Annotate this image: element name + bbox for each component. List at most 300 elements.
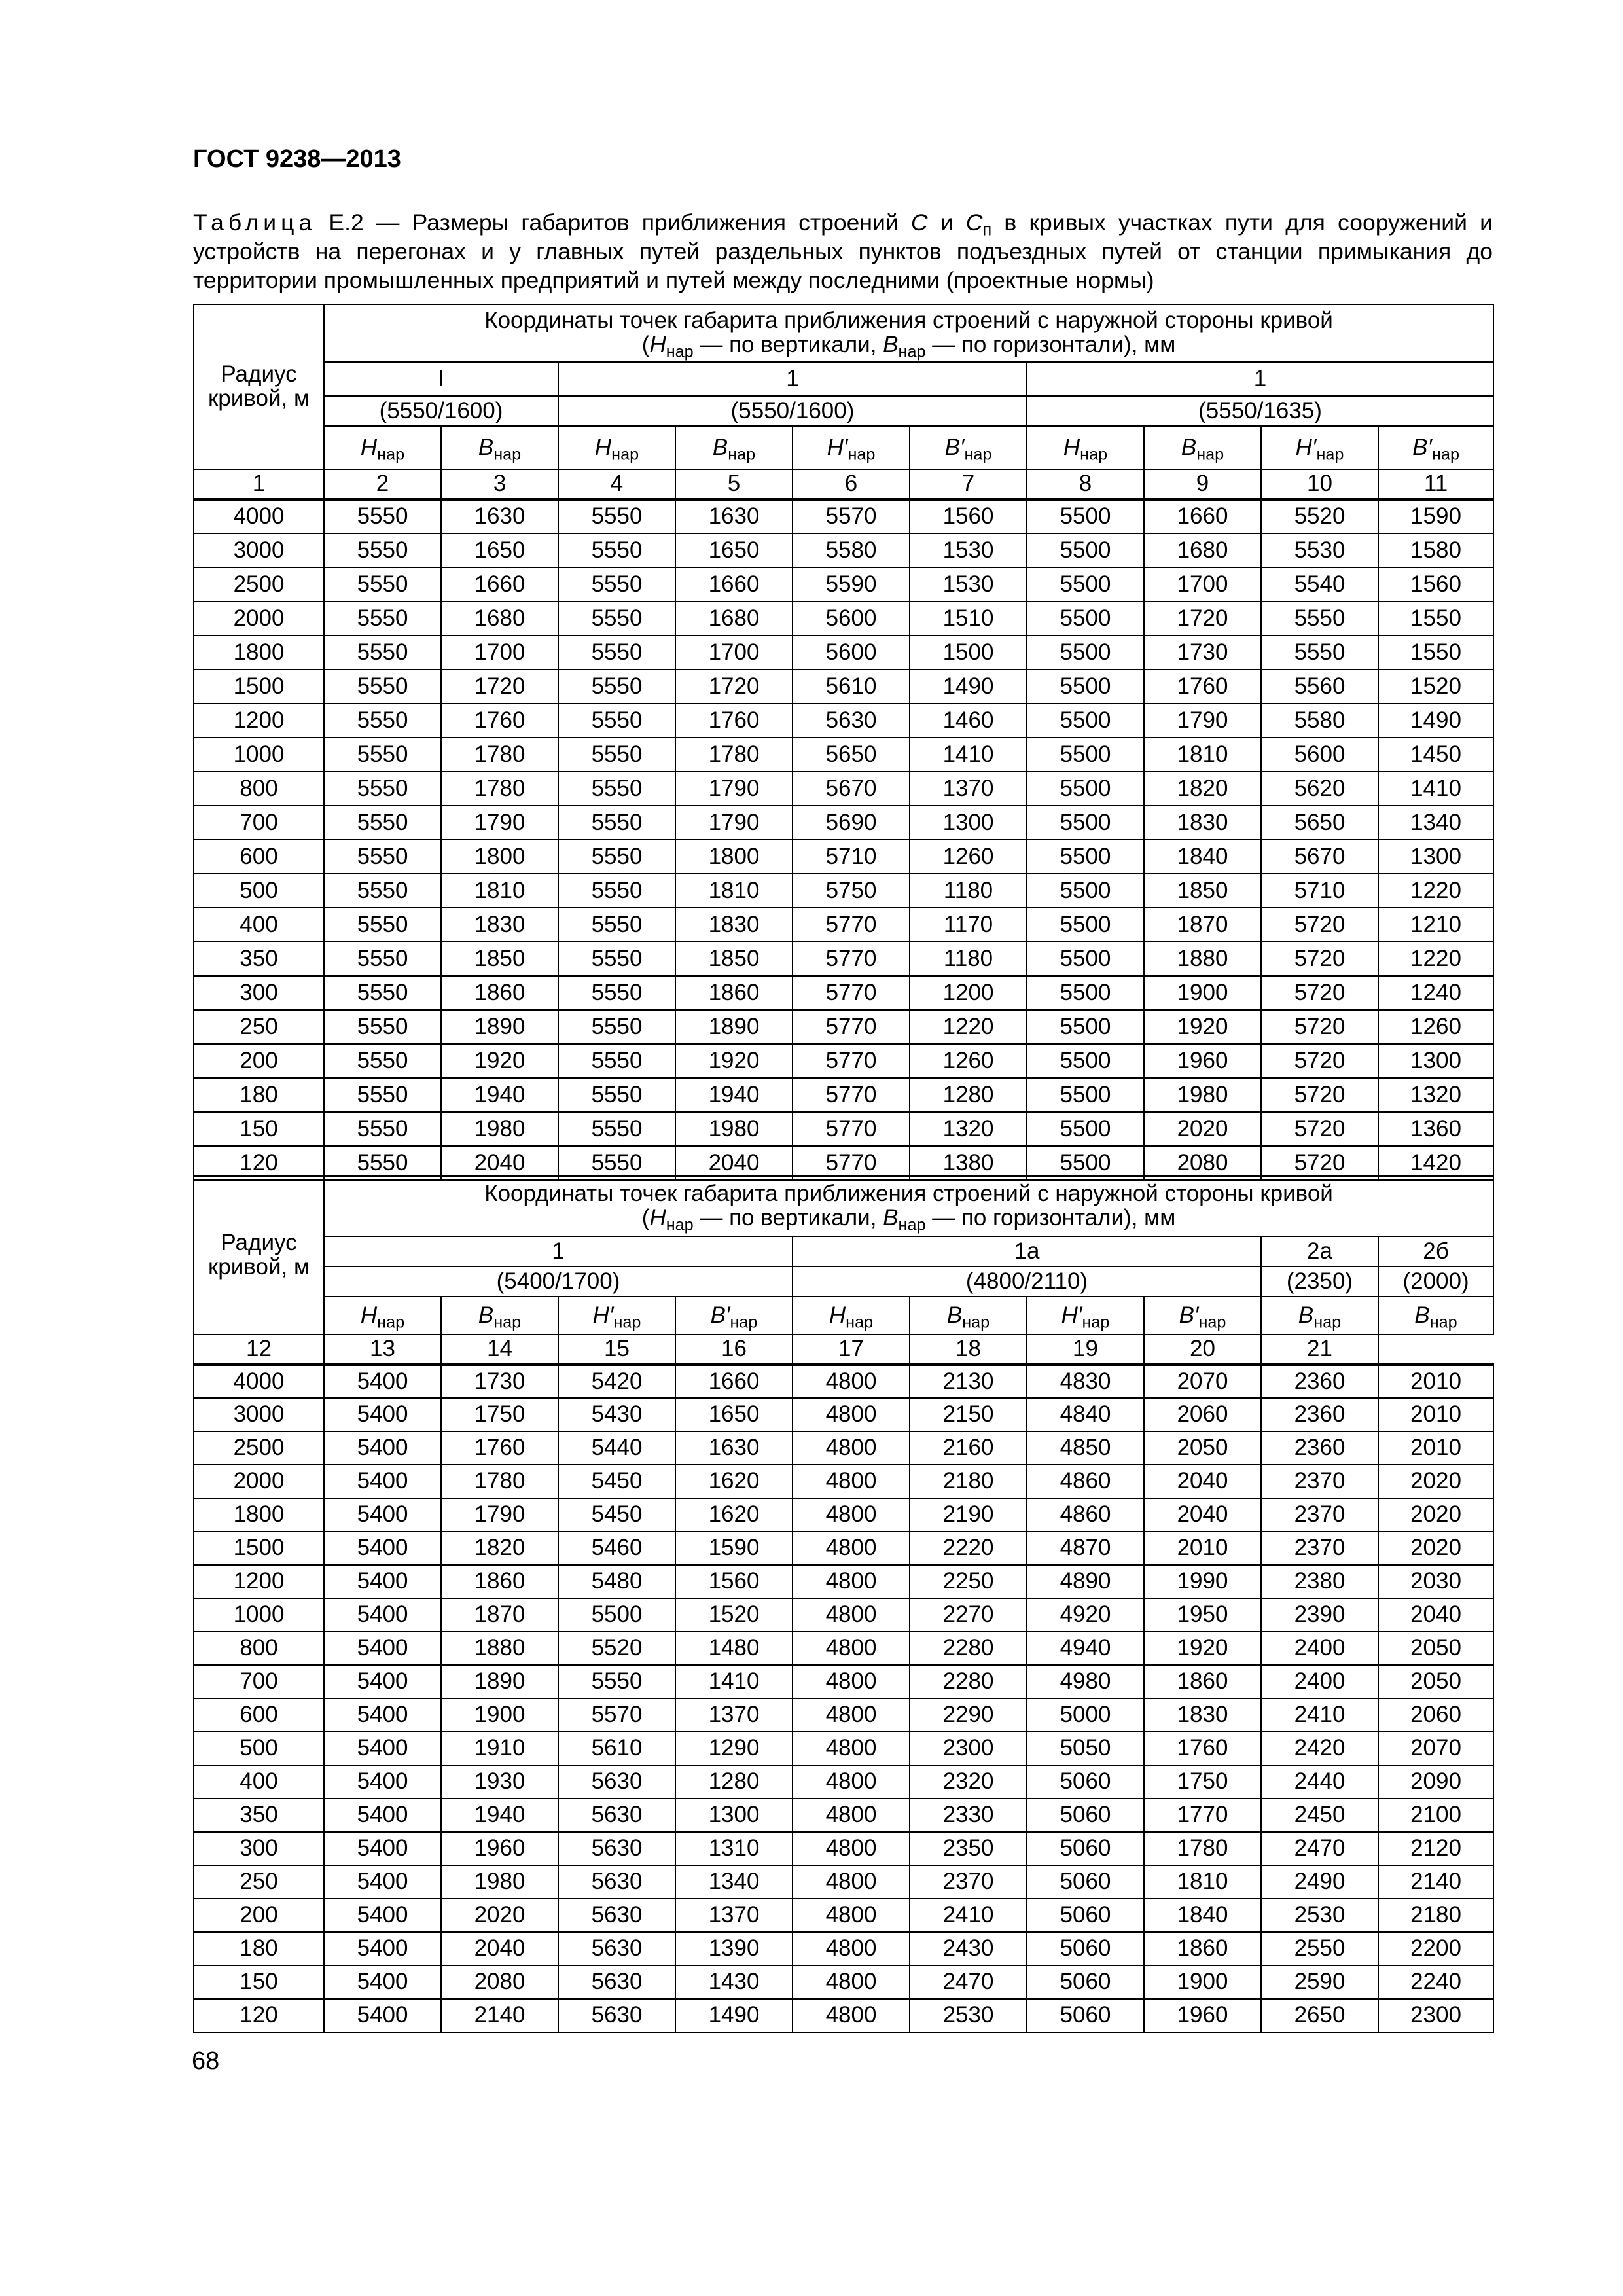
value-cell: 2040 — [441, 1932, 558, 1965]
value-cell: 5560 — [1261, 670, 1378, 704]
value-cell: 1290 — [675, 1732, 793, 1765]
value-cell: 1560 — [1378, 567, 1493, 601]
value-cell: 1370 — [675, 1899, 793, 1932]
value-cell: 2180 — [1378, 1899, 1493, 1932]
value-cell: 2040 — [675, 1146, 793, 1180]
value-cell: 5550 — [324, 1078, 441, 1112]
table-row — [194, 1598, 1493, 1632]
value-cell: 4940 — [1027, 1632, 1144, 1665]
value-cell: 1870 — [1144, 908, 1261, 942]
radius-cell: 250 — [194, 1865, 324, 1899]
value-cell: 5500 — [558, 1598, 675, 1632]
value-cell: 5550 — [558, 840, 675, 874]
group-row — [194, 1236, 1493, 1266]
value-cell: 2530 — [1261, 1899, 1378, 1932]
column-symbol: $Н'_{нар}$ — [558, 1297, 675, 1335]
value-cell: 1940 — [441, 1799, 558, 1832]
table-row — [194, 567, 1493, 601]
value-cell: 1300 — [1378, 840, 1493, 874]
group-label: 1 — [558, 362, 1027, 396]
value-cell: 5550 — [558, 942, 675, 976]
value-cell: 1890 — [441, 1010, 558, 1044]
group-label: 2а — [1261, 1236, 1378, 1266]
value-cell: 5550 — [558, 1146, 675, 1180]
radius-cell: 300 — [194, 1832, 324, 1865]
value-cell: 2120 — [1378, 1832, 1493, 1865]
value-cell: 5500 — [1027, 636, 1144, 670]
value-cell: 1780 — [441, 1465, 558, 1498]
value-cell: 1860 — [1144, 1665, 1261, 1698]
value-cell: 1920 — [1144, 1632, 1261, 1665]
value-cell: 5550 — [324, 1146, 441, 1180]
value-cell: 4800 — [793, 1799, 910, 1832]
value-cell: 1980 — [441, 1112, 558, 1146]
value-cell: 5630 — [558, 1899, 675, 1932]
value-cell: 2470 — [910, 1965, 1027, 1999]
value-cell: 5500 — [1027, 499, 1144, 533]
value-cell: 1490 — [910, 670, 1027, 704]
value-cell: 1620 — [675, 1498, 793, 1532]
value-cell: 5550 — [324, 1010, 441, 1044]
value-cell: 5550 — [558, 738, 675, 772]
value-cell: 5550 — [558, 533, 675, 567]
column-number: 14 — [441, 1335, 558, 1365]
dimension-label: (4800/2110) — [793, 1266, 1261, 1297]
value-cell: 2250 — [910, 1565, 1027, 1598]
value-cell: 5480 — [558, 1565, 675, 1598]
value-cell: 5770 — [793, 1044, 910, 1078]
column-number: 21 — [1261, 1335, 1378, 1365]
value-cell: 2200 — [1378, 1932, 1493, 1965]
value-cell: 1680 — [1144, 533, 1261, 567]
column-symbol: $Н_{нар}$ — [793, 1297, 910, 1335]
value-cell: 5610 — [558, 1732, 675, 1765]
value-cell: 1460 — [910, 704, 1027, 738]
caption-text-part: в кривых участках пути для сооружений и устройств на перегонах и у главных путей раздельных пунктов подъездных путей от станции примыкания до территории промышленных предприятий и путей между последними (проектные нормы) — [193, 209, 1493, 293]
value-cell: 2590 — [1261, 1965, 1378, 1999]
value-cell: 5530 — [1261, 533, 1378, 567]
table-row — [194, 976, 1493, 1010]
table-row — [194, 772, 1493, 806]
dimension-label: (5550/1600) — [558, 396, 1027, 426]
value-cell: 1890 — [441, 1665, 558, 1698]
value-cell: 1530 — [910, 533, 1027, 567]
value-cell: 1660 — [441, 567, 558, 601]
caption-symbol-cp: С — [965, 209, 983, 236]
value-cell: 5400 — [324, 1532, 441, 1565]
table-row — [194, 840, 1493, 874]
value-cell: 5500 — [1027, 1010, 1144, 1044]
value-cell: 5570 — [558, 1698, 675, 1732]
value-cell: 5400 — [324, 1965, 441, 1999]
value-cell: 1890 — [675, 1010, 793, 1044]
value-cell: 5630 — [558, 1799, 675, 1832]
value-cell: 5550 — [558, 1665, 675, 1698]
value-cell: 4800 — [793, 1398, 910, 1431]
column-symbol: $В_{нар}$ — [675, 426, 793, 469]
value-cell: 4800 — [793, 1899, 910, 1932]
value-cell: 5550 — [324, 670, 441, 704]
value-cell: 2280 — [910, 1632, 1027, 1665]
radius-cell: 400 — [194, 908, 324, 942]
value-cell: 4800 — [793, 1865, 910, 1899]
value-cell: 5580 — [793, 533, 910, 567]
value-cell: 1940 — [441, 1078, 558, 1112]
value-cell: 2030 — [1378, 1565, 1493, 1598]
value-cell: 5060 — [1027, 1832, 1144, 1865]
value-cell: 1560 — [910, 499, 1027, 533]
value-cell: 2050 — [1144, 1431, 1261, 1465]
column-number: 11 — [1378, 469, 1493, 499]
value-cell: 5550 — [558, 806, 675, 840]
value-cell: 2020 — [441, 1899, 558, 1932]
table-row — [194, 1498, 1493, 1532]
radius-cell: 250 — [194, 1010, 324, 1044]
value-cell: 2100 — [1378, 1799, 1493, 1832]
value-cell: 1500 — [910, 636, 1027, 670]
value-cell: 5630 — [558, 1999, 675, 2032]
value-cell: 4800 — [793, 1999, 910, 2032]
value-cell: 1730 — [1144, 636, 1261, 670]
value-cell: 4800 — [793, 1732, 910, 1765]
value-cell: 4980 — [1027, 1665, 1144, 1698]
value-cell: 5450 — [558, 1498, 675, 1532]
value-cell: 1880 — [441, 1632, 558, 1665]
value-cell: 2070 — [1144, 1365, 1261, 1398]
value-cell: 5770 — [793, 908, 910, 942]
value-cell: 2060 — [1378, 1698, 1493, 1732]
value-cell: 5400 — [324, 1398, 441, 1431]
radius-cell: 1000 — [194, 738, 324, 772]
value-cell: 5550 — [324, 567, 441, 601]
value-cell: 5400 — [324, 1865, 441, 1899]
value-cell: 5650 — [793, 738, 910, 772]
value-cell: 1820 — [1144, 772, 1261, 806]
value-cell: 5400 — [324, 1365, 441, 1398]
value-cell: 5400 — [324, 1732, 441, 1765]
value-cell: 5000 — [1027, 1698, 1144, 1732]
value-cell: 5060 — [1027, 1865, 1144, 1899]
value-cell: 1590 — [1378, 499, 1493, 533]
value-cell: 2370 — [910, 1865, 1027, 1899]
value-cell: 1770 — [1144, 1799, 1261, 1832]
value-cell: 1810 — [1144, 1865, 1261, 1899]
value-cell: 1810 — [441, 874, 558, 908]
value-cell: 1860 — [1144, 1932, 1261, 1965]
radius-cell: 350 — [194, 1799, 324, 1832]
value-cell: 5400 — [324, 1632, 441, 1665]
value-cell: 1780 — [441, 738, 558, 772]
value-cell: 1170 — [910, 908, 1027, 942]
value-cell: 1180 — [910, 942, 1027, 976]
dimension-label: (2000) — [1378, 1266, 1493, 1297]
value-cell: 5500 — [1027, 1146, 1144, 1180]
value-cell: 1220 — [1378, 874, 1493, 908]
value-cell: 2300 — [1378, 1999, 1493, 2032]
value-cell: 1260 — [910, 840, 1027, 874]
dimension-label: (5550/1600) — [324, 396, 558, 426]
radius-cell: 4000 — [194, 1365, 324, 1398]
value-cell: 5400 — [324, 1799, 441, 1832]
column-symbol: $Н'_{нар}$ — [1027, 1297, 1144, 1335]
value-cell: 1340 — [675, 1865, 793, 1899]
value-cell: 5060 — [1027, 1799, 1144, 1832]
value-cell: 5550 — [558, 670, 675, 704]
value-cell: 2360 — [1261, 1365, 1378, 1398]
value-cell: 5550 — [324, 738, 441, 772]
value-cell: 1360 — [1378, 1112, 1493, 1146]
table-row — [194, 1965, 1493, 1999]
value-cell: 5770 — [793, 942, 910, 976]
value-cell: 4800 — [793, 1365, 910, 1398]
value-cell: 5500 — [1027, 772, 1144, 806]
value-cell: 1830 — [441, 908, 558, 942]
value-cell: 1900 — [441, 1698, 558, 1732]
value-cell: 4800 — [793, 1498, 910, 1532]
value-cell: 1750 — [441, 1398, 558, 1431]
value-cell: 5750 — [793, 874, 910, 908]
value-cell: 4920 — [1027, 1598, 1144, 1632]
column-symbol: $В_{нар}$ — [1378, 1297, 1493, 1335]
value-cell: 1650 — [441, 533, 558, 567]
column-number-row — [194, 469, 1493, 499]
value-cell: 1700 — [675, 636, 793, 670]
value-cell: 1810 — [1144, 738, 1261, 772]
column-number: 6 — [793, 469, 910, 499]
value-cell: 5550 — [324, 806, 441, 840]
value-cell: 2040 — [1144, 1465, 1261, 1498]
value-cell: 1520 — [1378, 670, 1493, 704]
value-cell: 5550 — [558, 1044, 675, 1078]
table-row — [194, 1999, 1493, 2032]
column-number: 4 — [558, 469, 675, 499]
value-cell: 1220 — [910, 1010, 1027, 1044]
value-cell: 1860 — [441, 976, 558, 1010]
value-cell: 5550 — [558, 874, 675, 908]
column-number: 9 — [1144, 469, 1261, 499]
dimensions-row — [194, 396, 1493, 426]
value-cell: 1720 — [441, 670, 558, 704]
value-cell: 5770 — [793, 976, 910, 1010]
symbol-row — [194, 426, 1493, 469]
value-cell: 1730 — [441, 1365, 558, 1398]
coordinates-header-line1: Координаты точек габарита приближения строений с наружной стороны кривой — [484, 1181, 1333, 1207]
column-number: 15 — [558, 1335, 675, 1365]
table-row — [194, 1832, 1493, 1865]
column-number: 20 — [1144, 1335, 1261, 1365]
value-cell: 5670 — [793, 772, 910, 806]
value-cell: 5710 — [793, 840, 910, 874]
value-cell: 1880 — [1144, 942, 1261, 976]
table-row — [194, 670, 1493, 704]
value-cell: 1680 — [441, 601, 558, 636]
value-cell: 4870 — [1027, 1532, 1144, 1565]
table-caption — [193, 208, 1493, 295]
caption-text-part: Е.2 — Размеры габаритов приближения строений — [316, 209, 911, 236]
value-cell: 5060 — [1027, 1999, 1144, 2032]
table-row — [194, 1112, 1493, 1146]
value-cell: 4800 — [793, 1698, 910, 1732]
column-number: 10 — [1261, 469, 1378, 499]
value-cell: 1660 — [675, 567, 793, 601]
group-label: 1 — [324, 1236, 793, 1266]
value-cell: 2140 — [1378, 1865, 1493, 1899]
value-cell: 1760 — [675, 704, 793, 738]
value-cell: 2300 — [910, 1732, 1027, 1765]
column-number: 3 — [441, 469, 558, 499]
radius-cell: 350 — [194, 942, 324, 976]
value-cell: 4800 — [793, 1965, 910, 1999]
value-cell: 1490 — [675, 1999, 793, 2032]
table-row — [194, 636, 1493, 670]
value-cell: 5550 — [324, 942, 441, 976]
table-row — [194, 738, 1493, 772]
value-cell: 1820 — [441, 1532, 558, 1565]
value-cell: 2140 — [441, 1999, 558, 2032]
column-symbol: $Н_{нар}$ — [324, 1297, 441, 1335]
value-cell: 5630 — [558, 1932, 675, 1965]
group-label: 2б — [1378, 1236, 1493, 1266]
value-cell: 5550 — [1261, 636, 1378, 670]
value-cell: 5690 — [793, 806, 910, 840]
value-cell: 4800 — [793, 1565, 910, 1598]
column-number: 18 — [910, 1335, 1027, 1365]
value-cell: 1300 — [910, 806, 1027, 840]
value-cell: 5500 — [1027, 806, 1144, 840]
value-cell: 5400 — [324, 1698, 441, 1732]
value-cell: 1760 — [1144, 670, 1261, 704]
value-cell: 2020 — [1144, 1112, 1261, 1146]
value-cell: 2400 — [1261, 1665, 1378, 1698]
column-symbol: $В_{нар}$ — [1144, 426, 1261, 469]
value-cell: 2450 — [1261, 1799, 1378, 1832]
column-symbol: $Н_{нар}$ — [1027, 426, 1144, 469]
table-row — [194, 1565, 1493, 1598]
value-cell: 5400 — [324, 1832, 441, 1865]
value-cell: 4800 — [793, 1932, 910, 1965]
coordinates-header-line2: ($Н_{нар}$ — по вертикали, $В_{нар}$ — по горизонтали), мм — [641, 332, 1176, 361]
value-cell: 1860 — [441, 1565, 558, 1598]
value-cell: 5550 — [1261, 601, 1378, 636]
value-cell: 1550 — [1378, 636, 1493, 670]
value-cell: 1870 — [441, 1598, 558, 1632]
value-cell: 4860 — [1027, 1465, 1144, 1498]
value-cell: 5520 — [1261, 499, 1378, 533]
value-cell: 1790 — [675, 772, 793, 806]
value-cell: 5720 — [1261, 976, 1378, 1010]
value-cell: 2150 — [910, 1398, 1027, 1431]
value-cell: 5500 — [1027, 670, 1144, 704]
value-cell: 1480 — [675, 1632, 793, 1665]
value-cell: 1380 — [910, 1146, 1027, 1180]
column-symbol: $В_{нар}$ — [1261, 1297, 1378, 1335]
radius-cell: 1200 — [194, 704, 324, 738]
value-cell: 1830 — [1144, 1698, 1261, 1732]
value-cell: 1790 — [675, 806, 793, 840]
table-row — [194, 1899, 1493, 1932]
value-cell: 2430 — [910, 1932, 1027, 1965]
value-cell: 2550 — [1261, 1932, 1378, 1965]
radius-cell: 700 — [194, 806, 324, 840]
column-number: 17 — [793, 1335, 910, 1365]
value-cell: 1260 — [910, 1044, 1027, 1078]
value-cell: 1450 — [1378, 738, 1493, 772]
value-cell: 2380 — [1261, 1565, 1378, 1598]
value-cell: 5550 — [324, 499, 441, 533]
value-cell: 5720 — [1261, 1112, 1378, 1146]
value-cell: 2160 — [910, 1431, 1027, 1465]
value-cell: 1800 — [675, 840, 793, 874]
column-number: 19 — [1027, 1335, 1144, 1365]
radius-cell: 2000 — [194, 601, 324, 636]
value-cell: 2080 — [1144, 1146, 1261, 1180]
value-cell: 1580 — [1378, 533, 1493, 567]
table-row — [194, 1665, 1493, 1698]
value-cell: 2050 — [1378, 1665, 1493, 1698]
value-cell: 1660 — [1144, 499, 1261, 533]
value-cell: 2370 — [1261, 1532, 1378, 1565]
value-cell: 2070 — [1378, 1732, 1493, 1765]
table-row — [194, 1044, 1493, 1078]
table-row — [194, 1431, 1493, 1465]
column-symbol: $В'_{нар}$ — [675, 1297, 793, 1335]
column-symbol: $В'_{нар}$ — [1378, 426, 1493, 469]
value-cell: 2080 — [441, 1965, 558, 1999]
column-symbol: $Н_{нар}$ — [324, 426, 441, 469]
document-code: ГОСТ 9238—2013 — [193, 145, 401, 173]
value-cell: 4800 — [793, 1632, 910, 1665]
value-cell: 5520 — [558, 1632, 675, 1665]
value-cell: 1840 — [1144, 1899, 1261, 1932]
value-cell: 1300 — [675, 1799, 793, 1832]
value-cell: 1780 — [1144, 1832, 1261, 1865]
value-cell: 5770 — [793, 1078, 910, 1112]
radius-cell: 120 — [194, 1146, 324, 1180]
radius-cell: 200 — [194, 1044, 324, 1078]
value-cell: 1790 — [441, 1498, 558, 1532]
value-cell: 2050 — [1378, 1632, 1493, 1665]
table-row — [194, 1932, 1493, 1965]
radius-cell: 300 — [194, 976, 324, 1010]
radius-cell: 2500 — [194, 567, 324, 601]
column-number: 16 — [675, 1335, 793, 1365]
value-cell: 5770 — [793, 1112, 910, 1146]
value-cell: 1630 — [675, 499, 793, 533]
value-cell: 1240 — [1378, 976, 1493, 1010]
radius-cell: 150 — [194, 1112, 324, 1146]
value-cell: 2650 — [1261, 1999, 1378, 2032]
table-row — [194, 1765, 1493, 1799]
value-cell: 2390 — [1261, 1598, 1378, 1632]
value-cell: 1830 — [1144, 806, 1261, 840]
value-cell: 1910 — [441, 1732, 558, 1765]
table-row — [194, 1365, 1493, 1398]
radius-cell: 1000 — [194, 1598, 324, 1632]
value-cell: 5500 — [1027, 976, 1144, 1010]
value-cell: 2410 — [1261, 1698, 1378, 1732]
column-symbol: $Н'_{нар}$ — [793, 426, 910, 469]
value-cell: 2360 — [1261, 1398, 1378, 1431]
value-cell: 5500 — [1027, 738, 1144, 772]
radius-cell: 500 — [194, 874, 324, 908]
value-cell: 1760 — [441, 1431, 558, 1465]
value-cell: 4830 — [1027, 1365, 1144, 1398]
radius-cell: 700 — [194, 1665, 324, 1698]
value-cell: 5400 — [324, 1932, 441, 1965]
value-cell: 2060 — [1144, 1398, 1261, 1431]
value-cell: 5400 — [324, 1899, 441, 1932]
coordinates-header-line1: Координаты точек габарита приближения строений с наружной стороны кривой — [484, 308, 1333, 334]
